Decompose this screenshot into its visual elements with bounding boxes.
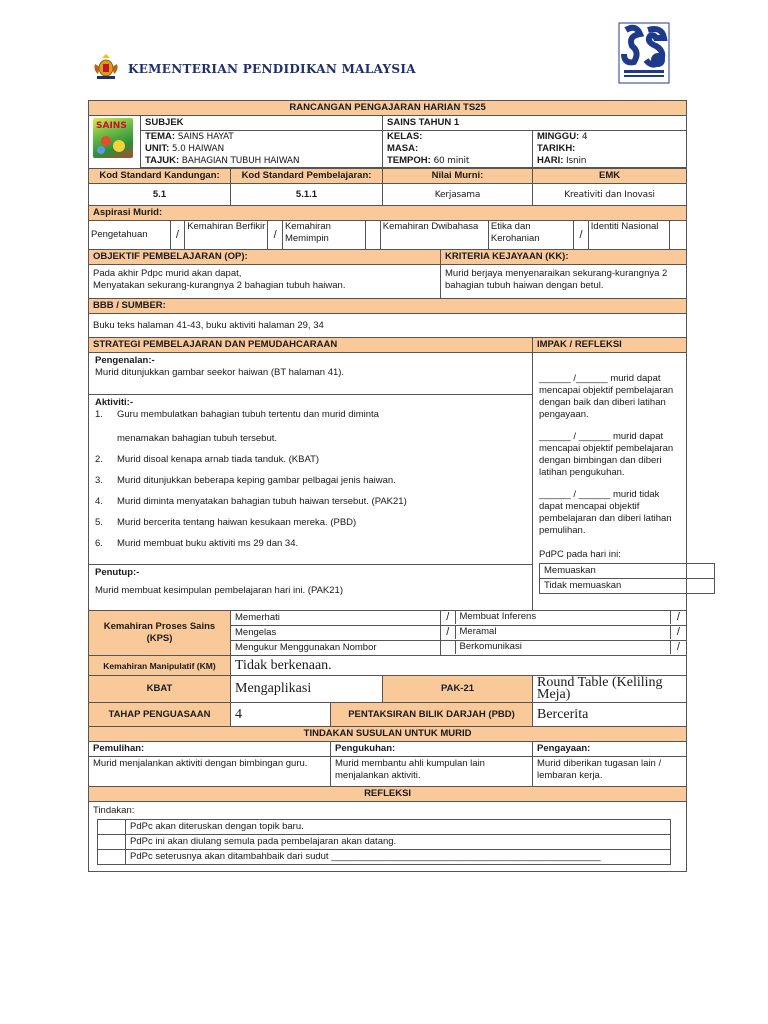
kbat-value: Mengaplikasi [231,676,383,703]
aktiviti-list [95,409,526,550]
emk-label: EMK [533,169,687,184]
kk-text: Murid berjaya menyenaraikan sekurang-kurangnya 2 bahagian tubuh haiwan dengan betul. [441,265,687,299]
kps-right-mark: / [670,626,686,639]
kps-left: Mengukur Menggunakan Nombor [231,641,441,656]
pdpc-label: PdPC pada hari ini: [539,549,621,560]
minggu-tarikh-hari: MINGGU: 4 TARIKH: HARI: Isnin [533,131,687,168]
pengayaan-text: Murid diberikan tugasan lain / lembaran kerja. [533,757,687,787]
aspirasi-label: Aspirasi Murid: [89,206,687,221]
aspirasi-mark: / [574,221,589,249]
pemulihan-label: Pemulihan: [89,742,331,757]
sains-book-cover: SAINS [93,118,133,158]
kps-right: Berkomunikasi [459,641,522,652]
tindakan-option: PdPc ini akan diulang semula pada pembelajaran akan datang. [126,835,671,850]
lesson-plan-table [88,100,687,872]
aktiviti-item: 4. Murid diminta menyatakan bahagian tubuh haiwan tersebut. (PAK21) [95,496,407,507]
nilai-label: Nilai Murni: [383,169,533,184]
aktiviti-item: 3. Murid ditunjukkan beberapa keping gambar pelbagai jenis haiwan. [95,475,396,486]
impak-bimbingan: ______ / ______ murid dapat mencapai objektif pembelajaran dengan bimbingan dan diberi latihan pengukuhan. [539,431,674,478]
susulan-label: TINDAKAN SUSULAN UNTUK MURID [89,727,687,742]
kps-right-mark: / [670,641,686,654]
pbd-value: Bercerita [533,703,687,727]
kps-label: Kemahiran Proses Sains (KPS) [89,611,231,656]
kps-right: Meramal [459,626,497,637]
kps-right-row [441,611,687,626]
pdpc-tidak-memuaskan: Tidak memuaskan [540,579,687,594]
kbat-label: KBAT [89,676,231,703]
aktiviti-item: 2. Murid disoal kenapa arnab tiada tanduk. (KBAT) [95,454,320,465]
pengukuhan-text: Murid membantu ahli kumpulan lain menjalankan aktiviti. [331,757,533,787]
aspirasi-memimpin: Kemahiran Memimpin [282,221,365,249]
aktiviti-label: Aktiviti:- [95,397,133,408]
ksp-value: 5.1.1 [231,184,383,206]
hari-value: Isnin [566,156,587,166]
subjek-label: SUBJEK [141,116,383,131]
pemulihan-text: Murid menjalankan aktiviti dengan bimbingan guru. [89,757,331,787]
aspirasi-mark: / [170,221,185,249]
aspirasi-pengetahuan: Pengetahuan [89,221,170,249]
refleksi-label: REFLEKSI [89,787,687,802]
pengayaan-label: Pengayaan: [533,742,687,757]
aktiviti-item: 1. Guru membulatkan bahagian tubuh tertentu dan murid diminta menamakan bahagian tubuh tersebut. [95,409,379,444]
op-text: Pada akhir Pdpc murid akan dapat, Menyatakan sekurang-kurangnya 2 bahagian tubuh haiwan. [89,265,441,299]
kps-left-mark: / [441,626,455,639]
ministry-name: KEMENTERIAN PENDIDIKAN MALAYSIA [128,62,416,76]
kps-right-mark: / [670,611,686,624]
tindakan-label: Tindakan: [93,805,135,816]
coat-of-arms-icon [92,54,120,80]
pdpc-memuaskan-box[interactable] [687,564,715,579]
ksk-value: 5.1 [89,184,231,206]
penutup-cell [89,565,533,611]
ksp-label: Kod Standard Pembelajaran: [231,169,383,184]
impak-label: IMPAK / REFLEKSI [533,338,687,353]
refleksi-cell [89,802,687,872]
pengenalan-text: Murid ditunjukkan gambar seekor haiwan (BT halaman 41). [95,367,345,378]
aktiviti-cell [89,395,533,565]
tajuk-value: BAHAGIAN TUBUH HAIWAN [181,156,300,166]
aktiviti-item: 6. Murid membuat buku aktiviti ms 29 dan 34. [95,538,299,549]
tema-unit-tajuk: TEMA: SAINS HAYAT UNIT: 5.0 HAIWAN TAJUK: BAHAGIAN TUBUH HAIWAN [141,131,383,168]
minggu-value: 4 [581,132,588,142]
aspirasi-identiti: Identiti Nasional [588,221,669,249]
kps-right-row [441,626,687,641]
kps-left: Mengelas [231,626,441,641]
aspirasi-empty [366,221,381,249]
kps-left-mark: / [441,611,455,624]
aspirasi-dwibahasa: Kemahiran Dwibahasa [380,221,488,249]
pak21-value: Round Table (Keliling Meja) [533,676,687,703]
aspirasi-empty [669,221,686,249]
aspirasi-mark: / [268,221,283,249]
bbb-label: BBB / SUMBER: [89,299,687,314]
pbd-label: PENTAKSIRAN BILIK DARJAH (PBD) [331,703,533,727]
unit-value: 5.0 HAIWAN [171,144,224,154]
tahap-label: TAHAP PENGUASAAN [89,703,231,727]
kk-label: KRITERIA KEJAYAAN (KK): [441,250,687,265]
strategi-label: STRATEGI PEMBELAJARAN DAN PEMUDAHCARAAN [89,338,533,353]
aspirasi-row [89,221,687,250]
bbb-text: Buku teks halaman 41-43, buku aktiviti halaman 29, 34 [89,314,687,338]
kps-left: Memerhati [231,611,441,626]
kelas-masa-tempoh: KELAS: MASA: TEMPOH: 60 minit [383,131,533,168]
ksk-label: Kod Standard Kandungan: [89,169,231,184]
pengukuhan-label: Pengukuhan: [331,742,533,757]
aspirasi-berfikir: Kemahiran Berfikir [185,221,268,249]
tindakan-option: PdPc seterusnya akan ditambahbaik dari sudut ___________________________________________________ [126,850,671,865]
tindakan-checkbox[interactable] [98,820,126,835]
tindakan-option: PdPc akan diteruskan dengan topik baru. [126,820,671,835]
tahap-value: 4 [231,703,331,727]
nilai-value: Kerjasama [383,184,533,206]
kps-right: Membuat Inferens [459,611,537,622]
aktiviti-item: 5. Murid bercerita tentang haiwan kesukaan mereka. (PBD) [95,517,357,528]
pdpc-tidak-memuaskan-box[interactable] [687,579,715,594]
impak-baik: ______ /______ murid dapat mencapai objektif pembelajaran dengan baik dan diberi latihan pengayaan. [539,373,674,420]
pdpc-status-table [539,563,715,594]
sains-cover-cell [89,116,141,169]
emk-value: Kreativiti dan Inovasi [533,184,687,206]
tindakan-table [97,819,671,865]
subjek-value: SAINS TAHUN 1 [383,116,687,131]
pengenalan-cell [89,353,533,395]
ts25-logo-icon [618,22,670,84]
impak-cell [533,353,687,611]
pengenalan-label: Pengenalan:- [95,355,155,366]
tindakan-checkbox[interactable] [98,850,126,865]
tindakan-checkbox[interactable] [98,835,126,850]
plan-title: RANCANGAN PENGAJARAN HARIAN TS25 [89,101,687,116]
penutup-text: Murid membuat kesimpulan pembelajaran hari ini. (PAK21) [95,585,343,596]
tema-value: SAINS HAYAT [177,132,234,142]
km-value: Tidak berkenaan. [231,656,687,676]
km-label: Kemahiran Manipulatif (KM) [89,656,231,676]
page-header [88,22,688,88]
tempoh-value: 60 minit [433,156,470,166]
pak21-label: PAK-21 [383,676,533,703]
penutup-label: Penutup:- [95,567,140,578]
impak-pemulihan: ______ / ______ murid tidak dapat mencapai objektif pembelajaran dan diberi latihan pemulihan. [539,489,672,536]
op-label: OBJEKTIF PEMBELAJARAN (OP): [89,250,441,265]
aspirasi-etika: Etika dan Kerohanian [488,221,573,249]
kps-right-row [441,641,687,656]
pdpc-memuaskan: Memuaskan [540,564,687,579]
kps-left-mark [441,641,455,654]
